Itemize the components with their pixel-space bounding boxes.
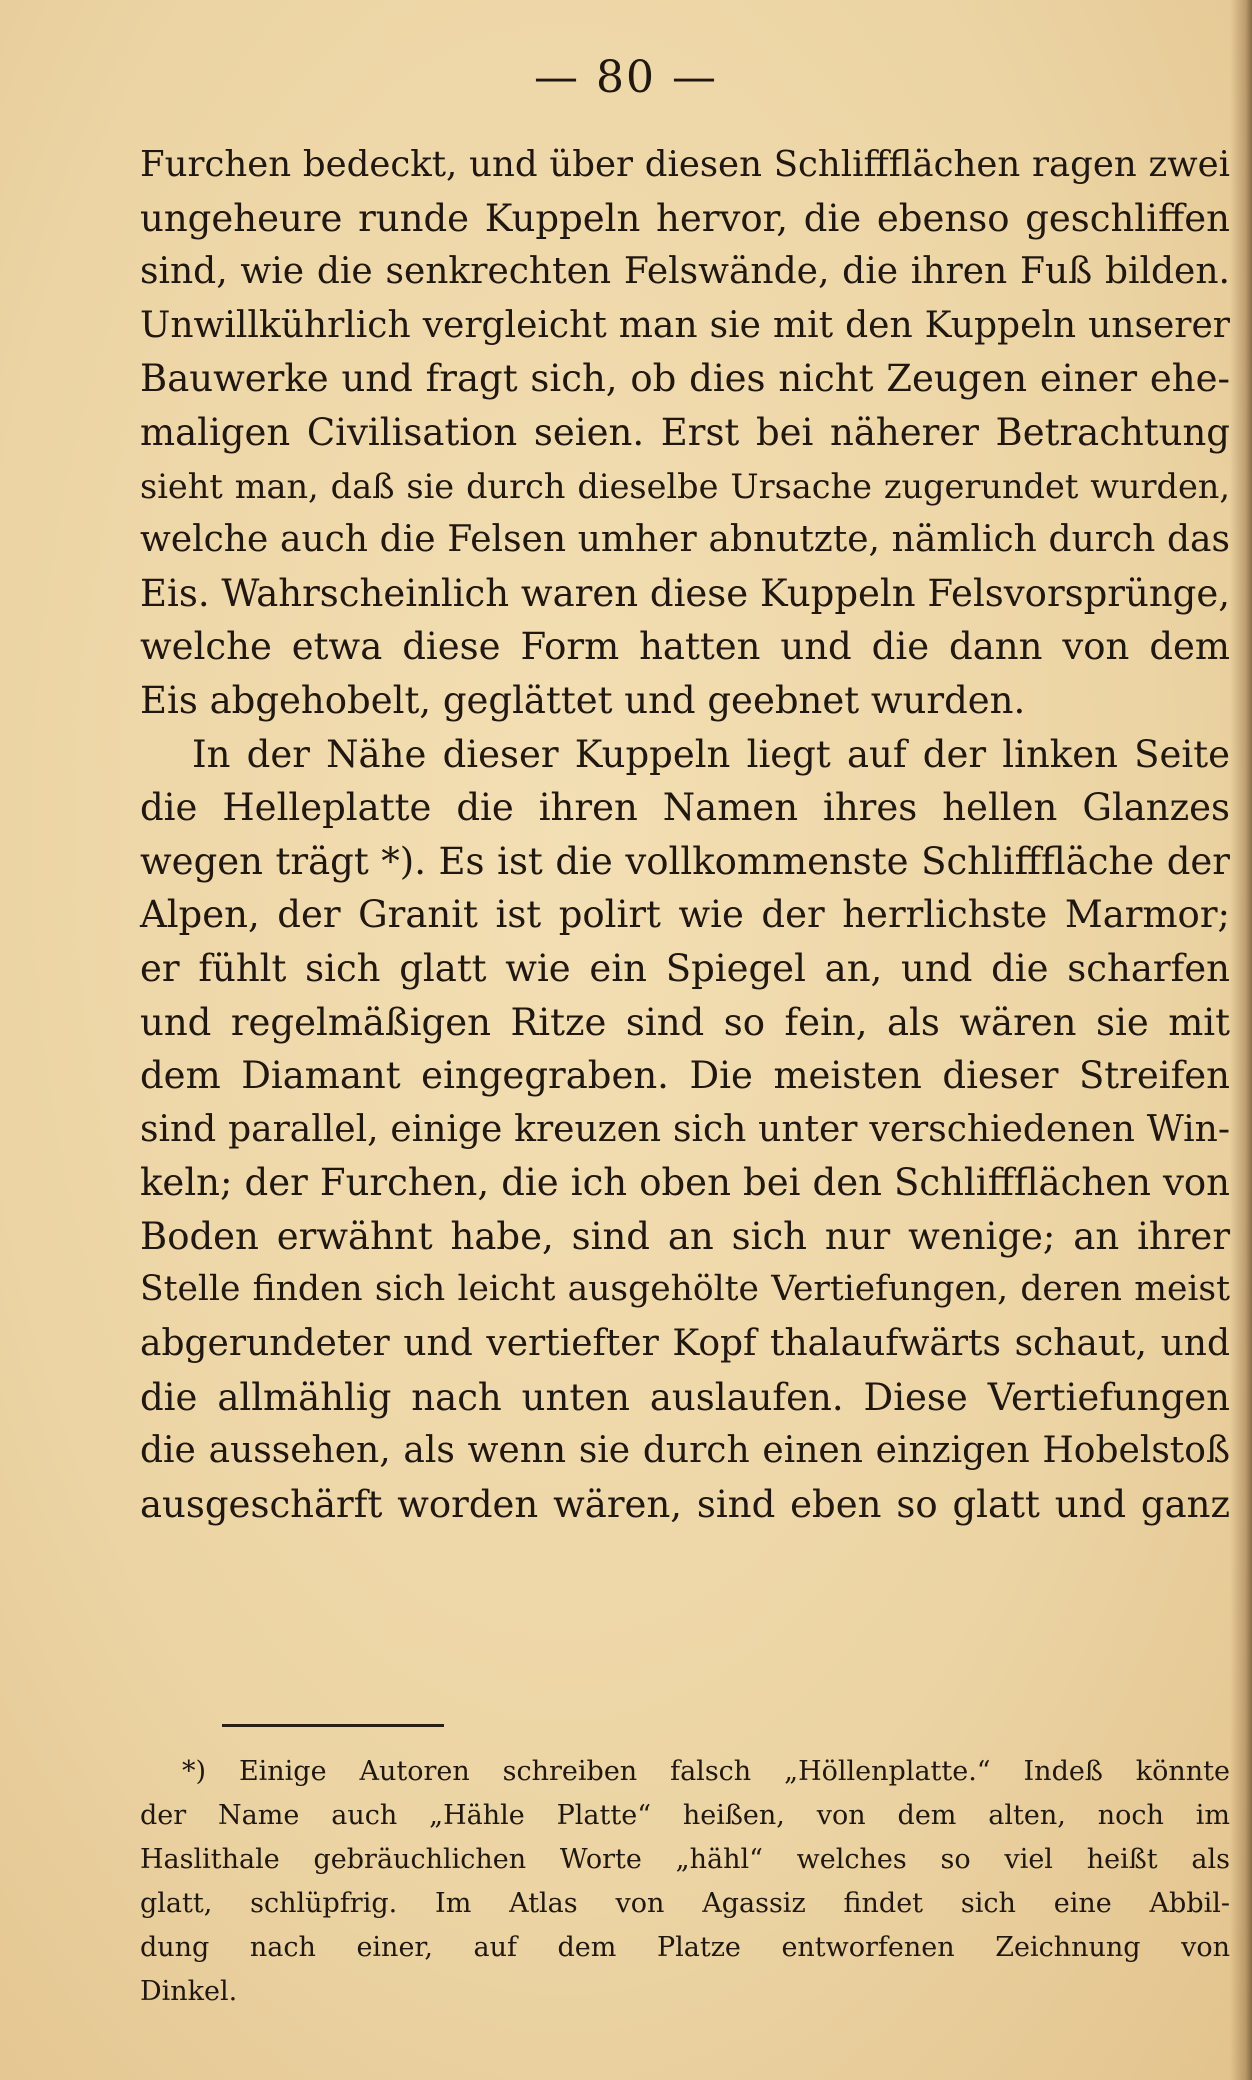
page-number: — 80 —	[534, 52, 718, 103]
text-line: sind, wie die senkrechten Felswände, die ihren Fuß bilden.	[140, 251, 1230, 293]
footnote-line: Haslithale gebräuchlichen Worte „hähl“ welches so viel heißt als	[140, 1844, 1230, 1875]
text-line: dem Diamant eingegraben. Die meisten dieser Streifen	[140, 1054, 1230, 1098]
text-line: die aussehen, als wenn sie durch einen einzigen Hobelstoß	[140, 1430, 1230, 1472]
text-line: die Helleplatte die ihren Namen ihres hellen Glanzes	[140, 786, 1230, 830]
text-line: die allmählig nach unten auslaufen. Diese Vertiefungen	[140, 1375, 1230, 1419]
text-line: Eis abgehobelt, geglättet und geebnet wurden.	[140, 678, 1026, 722]
body-text	[140, 138, 1230, 1531]
text-line: Furchen bedeckt, und über diesen Schliffflächen ragen zwei	[140, 144, 1230, 185]
footnote-line: Dinkel.	[140, 1976, 238, 2007]
text-line: keln; der Furchen, die ich oben bei den Schliffflächen von	[140, 1161, 1230, 1205]
text-line: In der Nähe dieser Kuppeln liegt auf der linken Seite	[192, 732, 1230, 776]
footnote-line: *) Einige Autoren schreiben falsch „Höllenplatte.“ Indeß könnte	[182, 1756, 1230, 1787]
text-line: Eis. Wahrscheinlich waren diese Kuppeln Felsvorsprünge,	[140, 571, 1230, 615]
text-line: ausgeschärft worden wären, sind eben so glatt und ganz	[140, 1482, 1230, 1526]
text-line: ungeheure runde Kuppeln hervor, die ebenso geschliffen	[140, 196, 1230, 240]
text-line: sieht man, daß sie durch dieselbe Ursache zugerundet wurden,	[140, 466, 1230, 506]
text-line: er fühlt sich glatt wie ein Spiegel an, und die scharfen	[140, 946, 1230, 990]
footnote-line: der Name auch „Hähle Platte“ heißen, von dem alten, noch im	[140, 1800, 1230, 1831]
text-line: sind parallel, einige kreuzen sich unter verschiedenen Win-	[140, 1108, 1230, 1150]
text-line: Bauwerke und fragt sich, ob dies nicht Zeugen einer ehe-	[140, 357, 1230, 401]
text-line: Alpen, der Granit ist polirt wie der herrlichste Marmor;	[140, 893, 1230, 937]
text-line: Stelle finden sich leicht ausgehölte Vertiefungen, deren meist	[140, 1269, 1230, 1310]
footnote	[140, 1750, 1230, 2014]
text-line: Boden erwähnt habe, sind an sich nur wenige; an ihrer	[140, 1214, 1230, 1258]
footnote-divider	[222, 1724, 444, 1727]
text-line: wegen trägt *). Es ist die vollkommenste Schlifffläche der	[140, 839, 1230, 883]
text-line: und regelmäßigen Ritze sind so fein, als wären sie mit	[140, 1000, 1230, 1044]
text-line: maligen Civilisation seien. Erst bei näherer Betrachtung	[140, 410, 1230, 454]
page-edge-shadow	[1230, 0, 1252, 2080]
text-line: abgerundeter und vertiefter Kopf thalaufwärts schaut, und	[140, 1323, 1230, 1365]
text-line: Unwillkührlich vergleicht man sie mit den Kuppeln unserer	[140, 304, 1230, 346]
footnote-line: dung nach einer, auf dem Platze entworfenen Zeichnung von	[140, 1932, 1230, 1963]
text-line: welche auch die Felsen umher abnutzte, nämlich durch das	[140, 519, 1230, 561]
footnote-line: glatt, schlüpfrig. Im Atlas von Agassiz findet sich eine Abbil-	[140, 1888, 1230, 1919]
text-line: welche etwa diese Form hatten und die dann von dem	[140, 625, 1230, 669]
